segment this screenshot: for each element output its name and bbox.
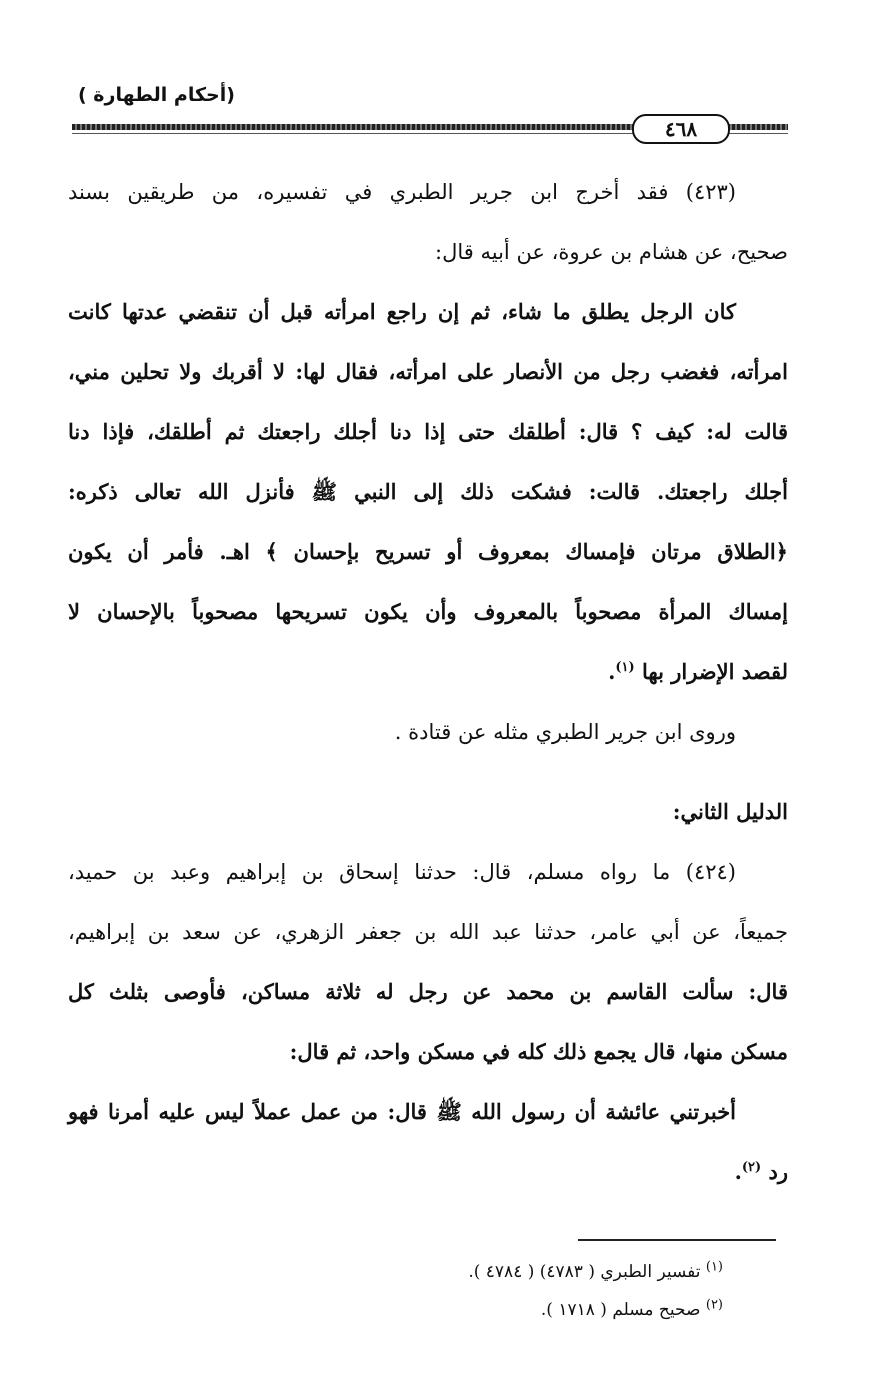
text-line: إمساك المرأة مصحوباً بالمعروف وأن يكون تسريحها مصحوباً بالإحسان لا [68,599,788,624]
footnote-marker: (١) [615,660,635,675]
text-line: كان الرجل يطلق ما شاء، ثم إن راجع امرأته قبل أن تنقضي عدتها كانت [68,299,736,324]
footnote-number: (١) [705,1259,723,1275]
footnote-number: (٢) [705,1297,723,1313]
text-line: جميعاً، عن أبي عامر، حدثنا عبد الله بن جعفر الزهري، عن سعد بن إبراهيم، [68,920,788,944]
text-line: امرأته، فغضب رجل من الأنصار على امرأته، فقال لها: لا أقربك ولا تحلين مني، [68,359,788,384]
section-heading: الدليل الثاني: [672,799,788,824]
footnote-text: صحيح مسلم ( ١٧١٨ ). [540,1300,701,1320]
text-line: (٤٢٤) ما رواه مسلم، قال: حدثنا إسحاق بن إبراهيم وعبد بن حميد، [68,860,736,884]
running-title: (أحكام الطهارة ) [78,84,235,106]
text-line: قالت له: كيف ؟ قال: أطلقك حتى إذا دنا أجلك راجعتك ثم أطلقك، فإذا دنا [68,419,788,444]
text-line: ﴿الطلاق مرتان فإمساك بمعروف أو تسريح بإحسان ﴾ اهـ. فأمر أن يكون [68,539,788,564]
body-text [68,162,788,1202]
text-line: صحيح، عن هشام بن عروة، عن أبيه قال: [435,240,788,264]
text-line: قال: سألت القاسم بن محمد عن رجل له ثلاثة مساكن، فأوصى بثلث كل [68,979,788,1004]
footnote [540,1297,723,1320]
page-number: ٤٦٨ [632,114,730,144]
text-line: أخبرتني عائشة أن رسول الله ﷺ قال: من عمل عملاً ليس عليه أمرنا فهو [68,1099,736,1124]
text-line-content: رد [768,1159,788,1184]
text-line-content: لقصد الإضرار بها [641,659,788,684]
text-line: لقصد الإضرار بها $^{(١)}$. [608,659,788,684]
text-line: رد $^{(٢)}$. [734,1159,788,1184]
text-line: (٤٢٣) فقد أخرج ابن جرير الطبري في تفسيره، من طريقين بسند [68,180,736,204]
text-line: وروى ابن جرير الطبري مثله عن قتادة . [394,720,736,744]
footnote [468,1259,723,1282]
footnote-text: تفسير الطبري ( ٤٧٨٣) ( ٤٧٨٤ ). [468,1262,701,1282]
text-line: مسكن منها، قال يجمع ذلك كله في مسكن واحد، ثم قال: [289,1039,788,1064]
footnote-marker: (٢) [741,1160,762,1175]
text-line: أجلك راجعتك. قالت: فشكت ذلك إلى النبي ﷺ فأنزل الله تعالى ذكره: [68,479,788,504]
footnote-rule [578,1239,776,1241]
